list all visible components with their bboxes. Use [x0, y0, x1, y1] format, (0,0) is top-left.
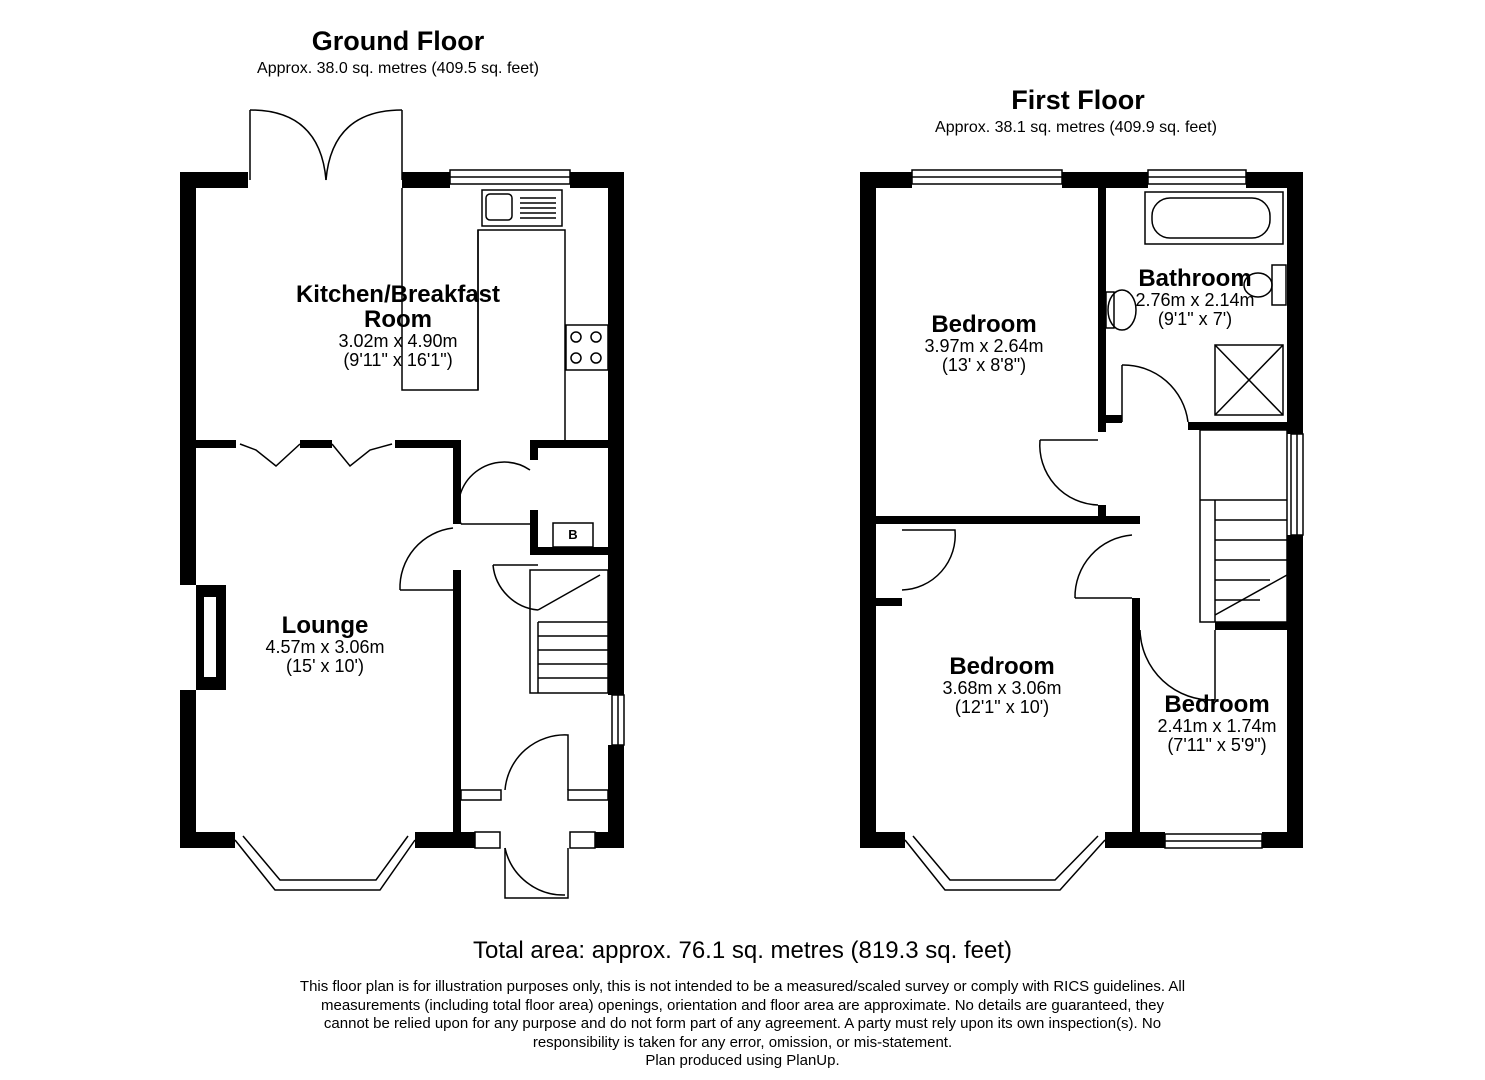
disclaimer: [255, 978, 1230, 1071]
first-floor-area: Approx. 38.1 sq. metres (409.9 sq. feet): [935, 119, 1217, 136]
room-dimensions: 3.02m x 4.90m: [338, 331, 458, 352]
room-dimensions: 4.57m x 3.06m: [265, 637, 385, 658]
ground-floor-title: Ground Floor: [311, 26, 485, 56]
room-name-line: Kitchen/Breakfast: [295, 281, 501, 308]
ground-floor-area: Approx. 38.0 sq. metres (409.5 sq. feet): [257, 60, 539, 77]
total-area: Total area: approx. 76.1 sq. metres (819.3 sq. feet): [473, 937, 1012, 964]
room-label-kitchen: [258, 282, 538, 370]
room-label-lounge: [225, 613, 425, 676]
room-dimensions: 3.97m x 2.64m: [924, 336, 1044, 357]
disclaimer-line: measurements (including total floor area) openings, orientation and floor area are approximate. No details are guaranteed, they: [321, 996, 1164, 1014]
room-dimensions-imperial: (7'11" x 5'9"): [1167, 735, 1267, 756]
room-name-line: Bedroom: [949, 653, 1055, 680]
room-name-line: Bathroom: [1138, 265, 1252, 292]
room-name-line: Room: [364, 306, 432, 334]
ground-floor-fixtures: [235, 110, 624, 898]
room-dimensions: 2.76m x 2.14m: [1135, 290, 1255, 311]
room-dimensions-imperial: (13' x 8'8"): [941, 355, 1027, 376]
room-dimensions-imperial: (12'1" x 10'): [954, 697, 1050, 718]
room-dimensions: 2.41m x 1.74m: [1157, 716, 1277, 737]
disclaimer-line: cannot be relied upon for any purpose and do not form part of any agreement. A party must rely upon its own inspection(s). No: [323, 1015, 1162, 1032]
room-dimensions-imperial: (9'11" x 16'1"): [343, 350, 453, 371]
first-floor-title: First Floor: [1011, 85, 1145, 115]
disclaimer-line: This floor plan is for illustration purposes only, this is not intended to be a measured/scaled survey or comply with RICS guidelines. All: [299, 978, 1186, 995]
room-label-bedroom-3: [1132, 692, 1302, 755]
room-name-line: Bedroom: [1164, 691, 1270, 718]
room-name-line: Bedroom: [931, 311, 1037, 338]
room-dimensions: 3.68m x 3.06m: [942, 678, 1062, 699]
room-label-bathroom: [1110, 266, 1280, 329]
disclaimer-line: Plan produced using PlanUp.: [645, 1052, 840, 1069]
room-name-line: Lounge: [281, 612, 369, 639]
room-label-bedroom-1: [884, 312, 1084, 375]
room-dimensions-imperial: (9'1" x 7'): [1157, 309, 1233, 330]
boiler-label: B: [568, 527, 578, 542]
room-label-bedroom-2: [902, 654, 1102, 717]
chimney-recess: [204, 597, 216, 677]
room-dimensions-imperial: (15' x 10'): [286, 656, 364, 677]
disclaimer-line: responsibility is taken for any error, omission, or mis-statement.: [532, 1033, 953, 1051]
